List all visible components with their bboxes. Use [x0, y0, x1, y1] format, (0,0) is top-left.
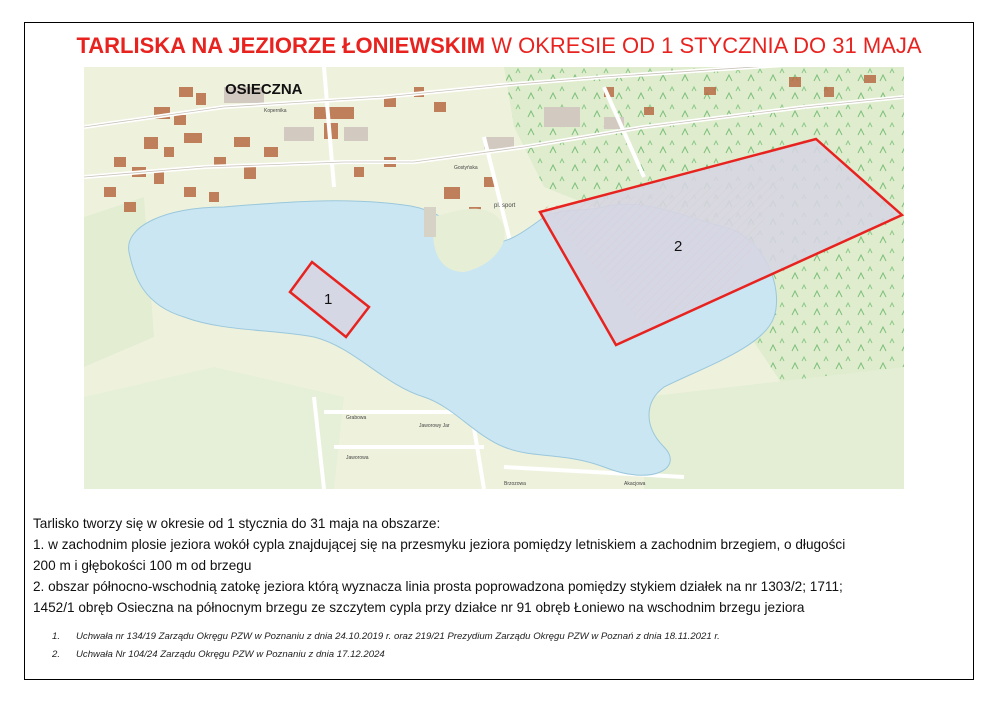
- footnote: [52, 628, 720, 646]
- street-label: Gostyńska: [454, 165, 478, 171]
- footnotes: [52, 628, 720, 664]
- street-label: Kopernika: [264, 108, 287, 114]
- street-label: pl. sport: [494, 203, 516, 209]
- description: [33, 513, 968, 618]
- zone-2-label: 2: [674, 238, 683, 255]
- street-label: Jaworowa: [346, 455, 369, 461]
- desc-item1-line1: 1. w zachodnim plosie jeziora wokół cypla znajdującej się na przesmyku jeziora pomiędzy letniskiem a zachodnim brzegiem, o długości: [33, 537, 846, 552]
- street-label: Brzozowa: [504, 481, 526, 487]
- street-label: Grabowa: [346, 415, 367, 421]
- page-title: [24, 33, 974, 59]
- desc-item2-line2: 1452/1 obręb Osieczna na północnym brzegu ze szczytem cypla przy działce nr 91 obręb Łoniewo na wschodnim brzegu jeziora: [33, 600, 805, 615]
- title-rest: W OKRESIE OD 1 STYCZNIA DO 31 MAJA: [485, 33, 922, 58]
- street-label: Akacjowa: [624, 481, 646, 487]
- desc-intro: Tarlisko tworzy się w okresie od 1 stycznia do 31 maja na obszarze:: [33, 516, 441, 531]
- footnote-number: 1.: [52, 631, 61, 642]
- footnote-text: Uchwała nr 134/19 Zarządu Okręgu PZW w Poznaniu z dnia 24.10.2019 r. oraz 219/21 Prezydium Zarządu Okręgu PZW w Poznań z dnia 18.11.2021 r.: [76, 631, 720, 642]
- footnote: [52, 646, 720, 664]
- footnote-number: 2.: [52, 649, 61, 660]
- zone-1-label: 1: [324, 291, 333, 308]
- desc-item1-line2: 200 m i głębokości 100 m od brzegu: [33, 558, 252, 573]
- footnote-text: Uchwała Nr 104/24 Zarządu Okręgu PZW w Poznaniu z dnia 17.12.2024: [76, 649, 385, 660]
- pier: [424, 207, 436, 237]
- title-bold: TARLISKA NA JEZIORZE ŁONIEWSKIM: [76, 33, 486, 58]
- lake-map: [84, 67, 904, 489]
- desc-item2-line1: 2. obszar północno-wschodnią zatokę jeziora którą wyznacza linia prosta poprowadzona pomiędzy stykiem działek na nr 1303/2; 1711;: [33, 579, 843, 594]
- street-label: Jaworowy Jar: [419, 423, 450, 429]
- town-label: OSIECZNA: [225, 81, 303, 98]
